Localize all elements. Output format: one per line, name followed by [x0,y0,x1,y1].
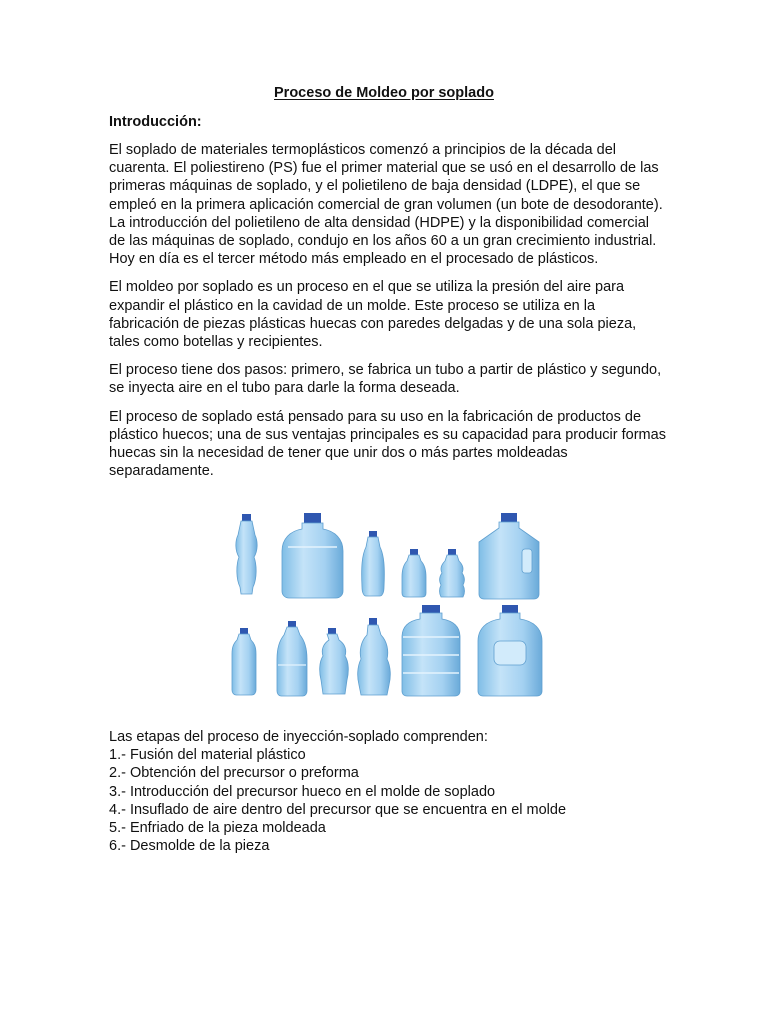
paragraph: El proceso de soplado está pensado para su uso en la fabricación de productos de plástico huecos; una de sus ventajas principales es su capacidad para producir formas huecas sin la necesidad de tener que unir dos o más partes moldeadas separadamente. [109,408,666,480]
bottle-icon [320,628,349,694]
list-item: 3.- Introducción del precursor hueco en el molde de soplado [109,783,496,800]
bottle-icon [236,514,257,594]
jug-icon [402,605,460,696]
bottle-row-top [236,513,539,599]
paragraph: El proceso tiene dos pasos: primero, se fabrica un tubo a partir de plástico y segundo, se inyecta aire en el tubo para darle la forma deseada. [109,362,662,397]
list-item: 4.- Insuflado de aire dentro del precursor que se encuentra en el molde [109,801,567,818]
list-item: 5.- Enfriado de la pieza moldeada [109,820,326,837]
jug-icon [479,513,539,599]
list-item: 6.- Desmolde de la pieza [109,838,270,855]
bottle-icon [440,549,465,597]
list-item: 1.- Fusión del material plástico [109,747,306,764]
bottle-icon [232,628,256,695]
page-title: Proceso de Moldeo por soplado [274,85,494,101]
section-heading: Introducción: [109,114,202,130]
jug-icon [282,513,343,598]
jug-icon [478,605,542,696]
bottle-row-bottom [232,605,542,696]
bottle-icon [277,621,307,696]
bottles-illustration [222,509,552,699]
paragraph: El moldeo por soplado es un proceso en el que se utiliza la presión del aire para expandir el plástico en la cavidad de un molde. Este proceso se utiliza en la fabricación de piezas plásticas huecas con paredes delgadas y de una sola pieza, tales como botellas y recipientes. [109,279,637,351]
steps-list [109,728,669,855]
list-intro: Las etapas del proceso de inyección-soplado comprenden: [109,729,488,745]
paragraph: El soplado de materiales termoplásticos comenzó a principios de la década del cuarenta. El poliestireno (PS) fue el primer material que se usó en el desarrollo de las primeras máquinas de soplado, y el polietileno de baja densidad (LDPE), el que se empleó en la primera aplicación comercial de gran volumen (un bote de desodorante). La introducción del polietileno de alta densidad (HDPE) y la disponibilidad comercial de las máquinas de soplado, condujo en los años 60 a un gran crecimiento industrial. Hoy en día es el tercer método más empleado en el procesado de plásticos. [109,142,663,268]
intro-body [109,141,669,490]
bottle-icon [358,618,391,695]
list-item: 2.- Obtención del precursor o preforma [109,765,359,782]
bottle-icon [362,531,385,596]
bottle-icon [402,549,426,597]
